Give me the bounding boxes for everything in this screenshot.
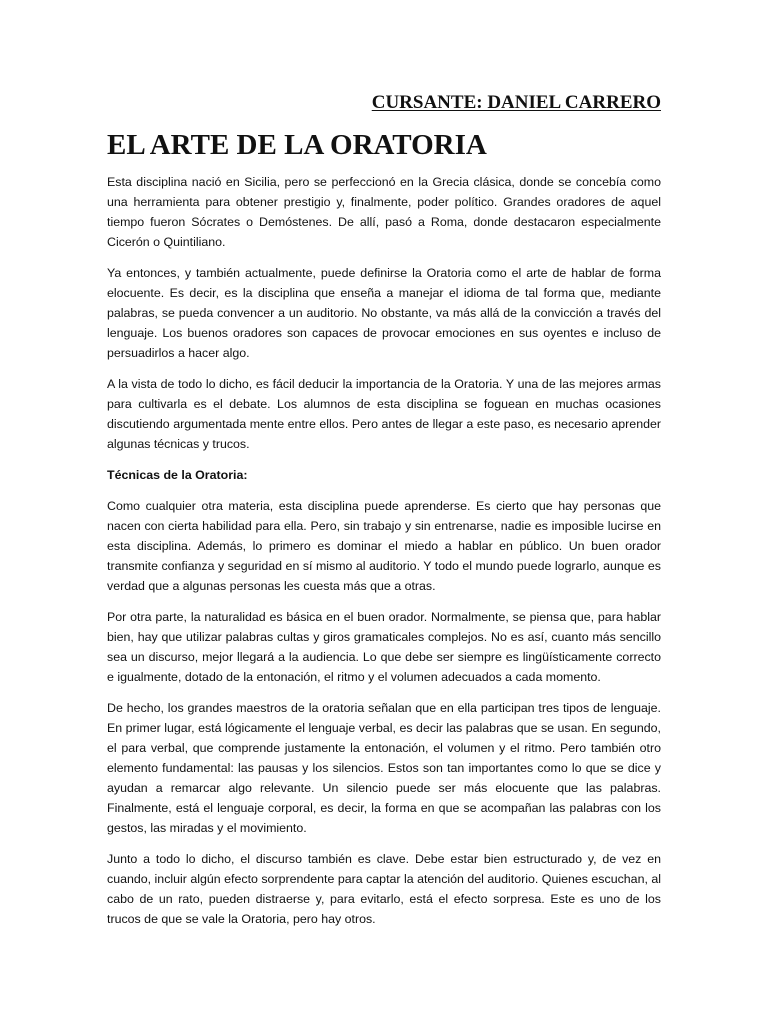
document-title: EL ARTE DE LA ORATORIA [107,129,487,161]
paragraph-3: A la vista de todo lo dicho, es fácil deducir la importancia de la Oratoria. Y una de las mejores armas para cultivarla es el debate. Los alumnos de esta disciplina se foguean en muchas ocasiones discutiendo argumentada mente entre ellos. Pero antes de llegar a este paso, es necesario aprender algunas técnicas y trucos. [107,377,661,451]
paragraph-7: Junto a todo lo dicho, el discurso también es clave. Debe estar bien estructurado y, de vez en cuando, incluir algún efecto sorprendente para captar la atención del auditorio. Quienes escuchan, al cabo de un rato, pueden distraerse y, para evitarlo, está el efecto sorpresa. Este es uno de los trucos de que se vale la Oratoria, pero hay otros. [107,852,661,926]
author-line: CURSANTE: DANIEL CARRERO [371,92,661,113]
paragraph-5: Por otra parte, la naturalidad es básica en el buen orador. Normalmente, se piensa que, para hablar bien, hay que utilizar palabras cultas y giros gramaticales complejos. No es así, cuanto más sencillo sea un discurso, mejor llegará a la audiencia. Lo que debe ser siempre es lingüísticamente correcto e igualmente, dotado de la entonación, el ritmo y el volumen adecuados a cada momento. [107,610,661,684]
document-body [107,172,661,940]
section-subheading: Técnicas de la Oratoria: [107,468,248,482]
paragraph-2: Ya entonces, y también actualmente, puede definirse la Oratoria como el arte de hablar de forma elocuente. Es decir, es la disciplina que enseña a manejar el idioma de tal forma que, mediante palabras, se pueda convencer a un auditorio. No obstante, va más allá de la convicción a través del lenguaje. Los buenos oradores son capaces de provocar emociones en sus oyentes e incluso de persuadirlos a hacer algo. [107,266,661,360]
paragraph-1: Esta disciplina nació en Sicilia, pero se perfeccionó en la Grecia clásica, donde se concebía como una herramienta para obtener prestigio y, finalmente, poder político. Grandes oradores de aquel tiempo fueron Sócrates o Demóstenes. De allí, pasó a Roma, donde destacaron especialmente Cicerón o Quintiliano. [107,175,661,249]
paragraph-4: Como cualquier otra materia, esta disciplina puede aprenderse. Es cierto que hay personas que nacen con cierta habilidad para ella. Pero, sin trabajo y sin entrenarse, nadie es imposible lucirse en esta disciplina. Además, lo primero es dominar el miedo a hablar en público. Un buen orador transmite confianza y seguridad en sí mismo al auditorio. Y todo el mundo puede lograrlo, aunque es verdad que a algunas personas les cuesta más que a otras. [107,499,661,593]
paragraph-6: De hecho, los grandes maestros de la oratoria señalan que en ella participan tres tipos de lenguaje. En primer lugar, está lógicamente el lenguaje verbal, es decir las palabras que se usan. En segundo, el para verbal, que comprende justamente la entonación, el volumen y el ritmo. Pero también otro elemento fundamental: las pausas y los silencios. Estos son tan importantes como lo que se dice y ayudan a remarcar algo relevante. Un silencio puede ser más elocuente que las palabras. Finalmente, está el lenguaje corporal, es decir, la forma en que se acompañan las palabras con los gestos, las miradas y el movimiento. [107,701,661,835]
